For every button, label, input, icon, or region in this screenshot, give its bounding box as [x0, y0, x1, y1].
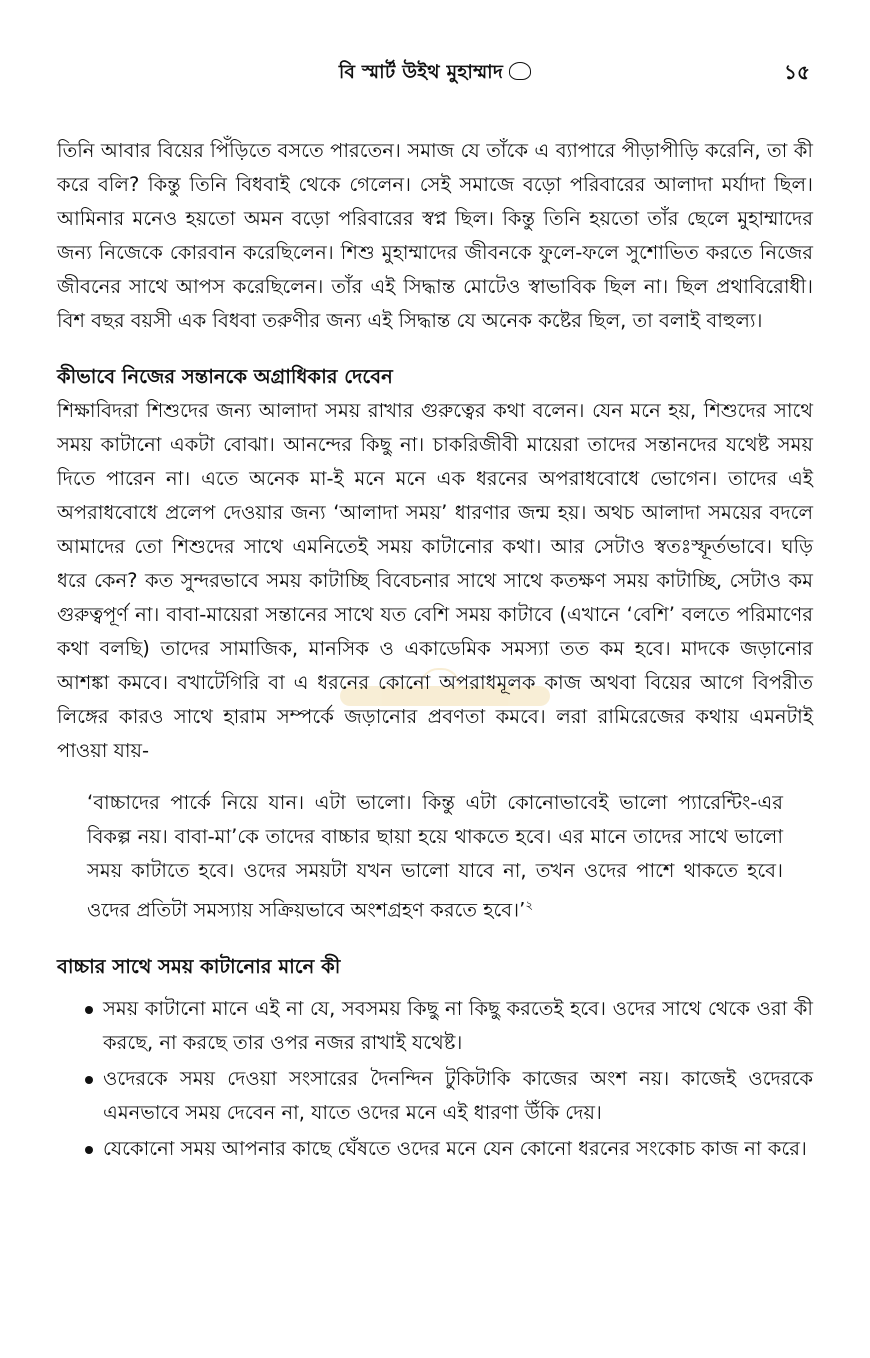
list-item-text: সময় কাটানো মানে এই না যে, সবসময় কিছু না কিছু করতেই হবে। ওদের সাথে থেকে ওরা কী করছে, না করছে তার ওপর নজর রাখাই যথেষ্ট। [103, 996, 813, 1054]
salawat-calligraphy-icon [509, 62, 531, 80]
bullet-icon [85, 1146, 93, 1154]
section-heading: বাচ্চার সাথে সময় কাটানোর মানে কী [57, 954, 341, 978]
list-item [57, 1132, 813, 1166]
bullet-icon [85, 1076, 93, 1084]
book-title: বি স্মার্ট উইথ মুহাম্মাদ [338, 61, 504, 83]
section-heading: কীভাবে নিজের সন্তানকে অগ্রাধিকার দেবেন [57, 365, 393, 388]
body-paragraph: শিক্ষাবিদরা শিশুদের জন্য আলাদা সময় রাখার গুরুত্বের কথা বলেন। যেন মনে হয়, শিশুদের সাথে সময় কাটানো একটা বোঝা। আনন্দের কিছু না। চাকরিজীবী মায়েরা তাদের সন্তানদের যথেষ্ট সময় দিতে পারেন না। এতে অনেক মা-ই মনে মনে এক ধরনের অপরাধবোধে ভোগেন। তাদের এই অপরাধবোধে প্রলেপ দেওয়ার জন্য ‘আলাদা সময়’ ধারণার জন্ম হয়। অথচ আলাদা সময়ের বদলে আমাদের তো শিশুদের সাথে এমনিতেই সময় কাটানোর কথা। আর সেটাও স্বতঃস্ফূর্তভাবে। ঘড়ি ধরে কেন? কত সুন্দরভাবে সময় কাটাচ্ছি বিবেচনার সাথে সাথে কতক্ষণ সময় কাটাচ্ছি, সেটাও কম গুরুত্বপূর্ণ না। বাবা-মায়েরা সন্তানের সাথে যত বেশি সময় কাটাবে (এখানে ‘বেশি’ বলতে পরিমাণের কথা বলছি) তাদের সামাজিক, মানসিক ও একাডেমিক সমস্যা তত কম হবে। মাদকে জড়ানোর আশঙ্কা কমবে। বখাটেগিরি বা এ ধরনের কোনো অপরাধমূলক কাজ অথবা বিয়ের আগে বিপরীত লিঙ্গের কারও সাথে হারাম সম্পর্কে জড়ানোর প্রবণতা কমবে। লরা রামিরেজের কথায় এমনটাই পাওয়া যায়- [57, 399, 813, 762]
bullet-list [57, 992, 813, 1166]
body-paragraph: তিনি আবার বিয়ের পিঁড়িতে বসতে পারতেন। সমাজ যে তাঁকে এ ব্যাপারে পীড়াপীড়ি করেনি, তা কী করে বলি? কিন্তু তিনি বিধবাই থেকে গেলেন। সেই সমাজে বড়ো পরিবারের আলাদা মর্যাদা ছিল। আমিনার মনেও হয়তো অমন বড়ো পরিবারের স্বপ্ন ছিল। কিন্তু তিনি হয়তো তাঁর ছেলে মুহাম্মাদের জন্য নিজেকে কোরবান করেছিলেন। শিশু মুহাম্মাদের জীবনকে ফুলে-ফলে সুশোভিত করতে নিজের জীবনের সাথে আপস করেছিলেন। তাঁর এই সিদ্ধান্ত মোটেও স্বাভাবিক ছিল না। ছিল প্রথাবিরোধী। বিশ বছর বয়সী এক বিধবা তরুণীর জন্য এই সিদ্ধান্ত যে অনেক কষ্টের ছিল, তা বলাই বাহুল্য। [57, 139, 813, 332]
quote-text: ‘বাচ্চাদের পার্কে নিয়ে যান। এটা ভালো। কিন্তু এটা কোনোভাবেই ভালো প্যারেন্টিং-এর বিকল্প নয়। বাবা-মা’কে তাদের বাচ্চার ছায়া হয়ে থাকতে হবে। এর মানে তাদের সাথে ভালো সময় কাটাতে হবে। ওদের সময়টা যখন ভালো যাবে না, তখন ওদের পাশে থাকতে হবে। ওদের প্রতিটা সমস্যায় সক্রিয়ভাবে অংশগ্রহণ করতে হবে।’ [87, 791, 783, 922]
list-item [57, 992, 813, 1060]
bullet-icon [85, 1006, 93, 1014]
page-body [57, 134, 813, 1168]
block-quote [87, 786, 783, 928]
footnote-marker: ২ [525, 898, 534, 912]
list-item-text: যেকোনো সময় আপনার কাছে ঘেঁষতে ওদের মনে যেন কোনো ধরনের সংকোচ কাজ না করে। [103, 1136, 807, 1160]
book-title-line [0, 58, 870, 90]
list-item-text: ওদেরকে সময় দেওয়া সংসারের দৈনন্দিন টুকিটাকি কাজের অংশ নয়। কাজেই ওদেরকে এমনভাবে সময় দেবেন না, যাতে ওদের মনে এই ধারণা উঁকি দেয়। [103, 1066, 813, 1124]
page-number: ১৫ [784, 60, 810, 84]
running-header [0, 58, 870, 92]
list-item [57, 1062, 813, 1130]
